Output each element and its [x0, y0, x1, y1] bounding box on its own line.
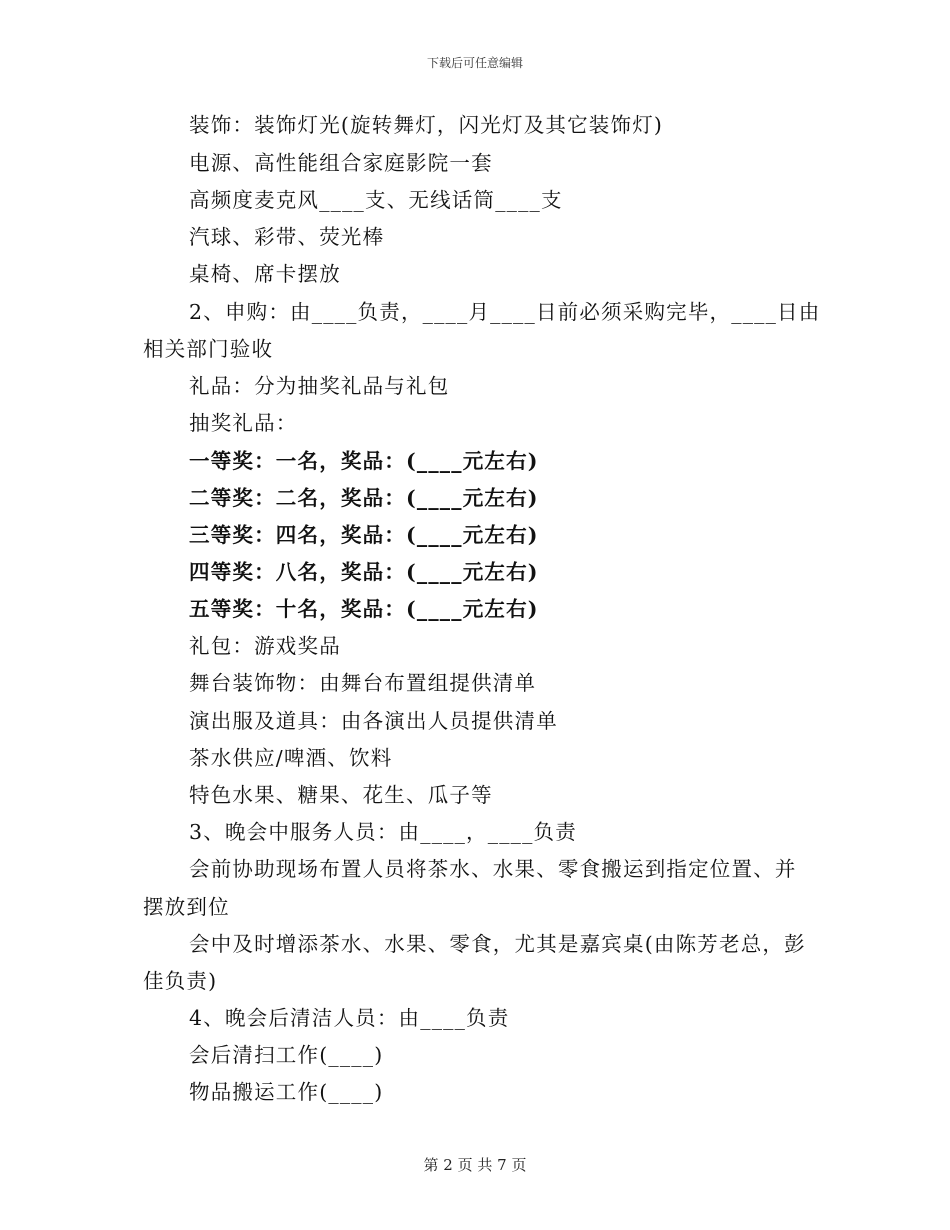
text-line: 4、晚会后清洁人员：由____负责 [189, 1006, 510, 1030]
prize-line: 一等奖：一名，奖品：(____元左右) [189, 449, 539, 473]
page-footer: 第 2 页 共 7 页 [423, 1156, 527, 1174]
text-line: 舞台装饰物：由舞台布置组提供清单 [189, 671, 537, 695]
text-line: 会前协助现场布置人员将茶水、水果、零食搬运到指定位置、并 [189, 857, 797, 881]
prize-line: 二等奖：二名，奖品：(____元左右) [189, 486, 539, 510]
text-line: 汽球、彩带、荧光棒 [189, 225, 385, 249]
text-line: 演出服及道具：由各演出人员提供清单 [189, 709, 558, 733]
prize-line: 四等奖：八名，奖品：(____元左右) [189, 560, 539, 584]
text-line: 3、晚会中服务人员：由____，____负责 [189, 820, 577, 844]
text-line: 会中及时增添茶水、水果、零食，尤其是嘉宾桌(由陈芳老总，彭 [189, 932, 806, 956]
text-line: 摆放到位 [143, 895, 230, 919]
text-line: 会后清扫工作(____) [189, 1043, 384, 1067]
text-line: 特色水果、糖果、花生、瓜子等 [189, 783, 493, 807]
prize-line: 三等奖：四名，奖品：(____元左右) [189, 523, 539, 547]
text-line: 桌椅、席卡摆放 [189, 262, 341, 286]
text-line: 电源、高性能组合家庭影院一套 [189, 151, 493, 175]
text-line: 2、申购：由____负责，____月____日前必须采购完毕，____日由 [189, 300, 821, 324]
prize-line: 五等奖：十名，奖品：(____元左右) [189, 597, 539, 621]
text-line: 礼品：分为抽奖礼品与礼包 [189, 374, 450, 398]
text-line: 物品搬运工作(____) [189, 1080, 384, 1104]
text-line: 装饰：装饰灯光(旋转舞灯，闪光灯及其它装饰灯) [189, 113, 664, 137]
page-header: 下载后可任意编辑 [426, 56, 523, 70]
text-line: 佳负责) [143, 969, 218, 993]
text-line: 抽奖礼品： [189, 411, 298, 435]
text-line: 茶水供应/啤酒、饮料 [189, 746, 393, 770]
text-line: 相关部门验收 [143, 337, 274, 361]
text-line: 高频度麦克风____支、无线话筒____支 [189, 188, 563, 212]
text-line: 礼包：游戏奖品 [189, 634, 341, 658]
